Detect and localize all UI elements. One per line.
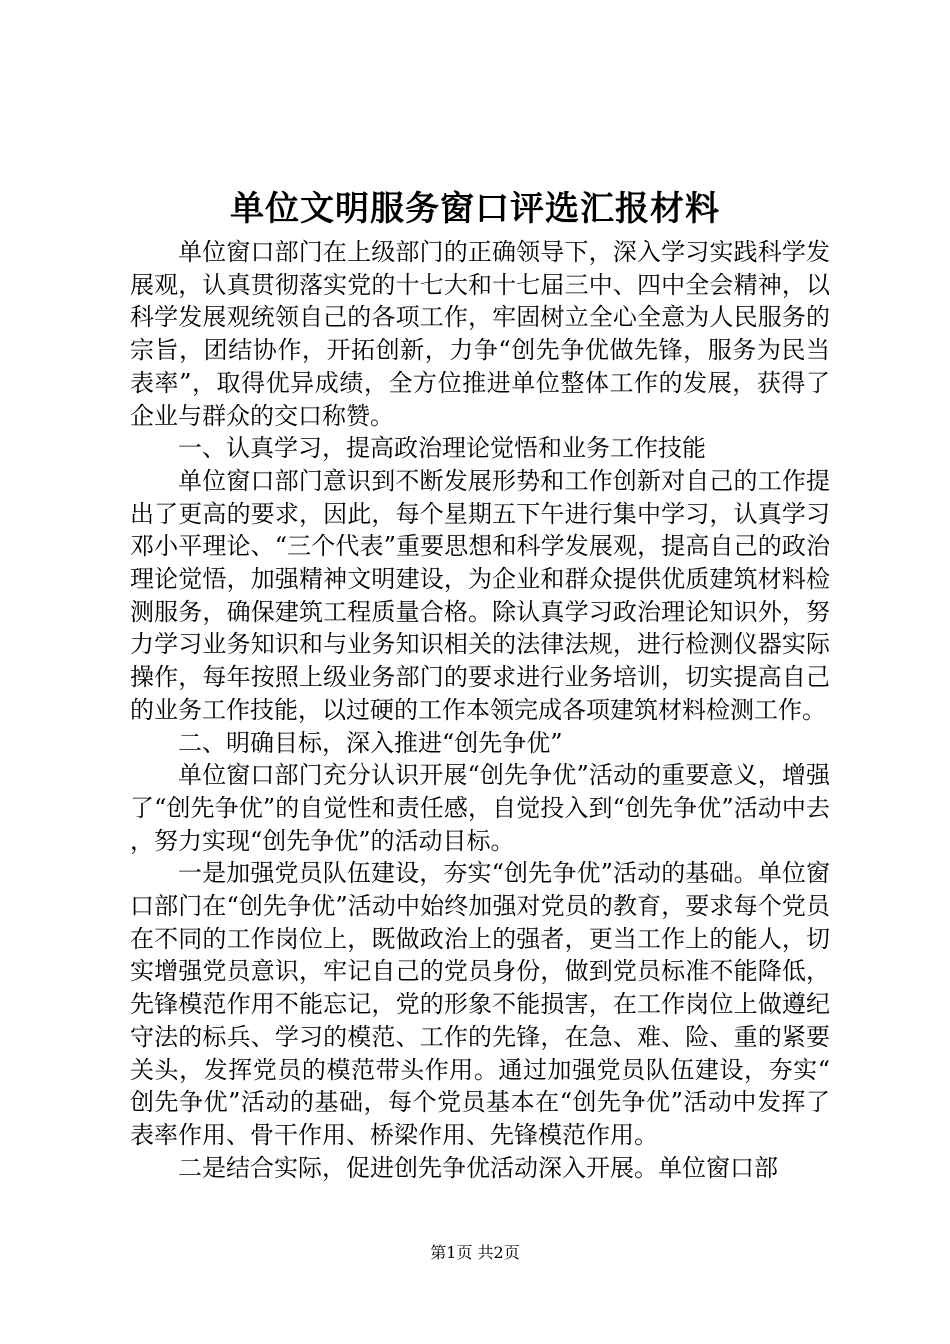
paragraph-intro: 单位窗口部门在上级部门的正确领导下，深入学习实践科学发展观，认真贯彻落实党的十七大和十七届三中、四中全会精神，以科学发展观统领自己的各项工作，牢固树立全心全意为人民服务的宗旨，团结协作，开拓创新，力争“创先争优做先锋，服务为民当表率”，取得优异成绩，全方位推进单位整体工作的发展，获得了企业与群众的交口称赞。 [130, 238, 830, 430]
document-title: 单位文明服务窗口评选汇报材料 [230, 189, 720, 229]
paragraph-goals: 单位窗口部门充分认识开展“创先争优”活动的重要意义，增强了“创先争优”的自觉性和责任感，自觉投入到“创先争优”活动中去，努力实现“创先争优”的活动目标。 [130, 761, 830, 855]
section-heading-2: 二、明确目标，深入推进“创先争优” [178, 728, 563, 757]
paragraph-practice: 二是结合实际，促进创先争优活动深入开展。单位窗口部 [178, 1153, 778, 1182]
section-heading-1: 一、认真学习，提高政治理论觉悟和业务工作技能 [178, 434, 706, 463]
document-body [130, 236, 830, 1184]
page-number: 第1页 共2页 [430, 1243, 520, 1262]
paragraph-study: 单位窗口部门意识到不断发展形势和工作创新对自己的工作提出了更高的要求，因此，每个星期五下午进行集中学习，认真学习邓小平理论、“三个代表”重要思想和科学发展观，提高自己的政治理论觉悟，加强精神文明建设，为企业和群众提供优质建筑材料检测服务，确保建筑工程质量合格。除认真学习政治理论知识外，努力学习业务知识和与业务知识相关的法律法规，进行检测仪器实际操作，每年按照上级业务部门的要求进行业务培训，切实提高自己的业务工作技能，以过硬的工作本领完成各项建筑材料检测工作。 [130, 466, 830, 724]
paragraph-party-building: 一是加强党员队伍建设，夯实“创先争优”活动的基础。单位窗口部门在“创先争优”活动中始终加强对党员的教育，要求每个党员在不同的工作岗位上，既做政治上的强者，更当工作上的能人，切实增强党员意识，牢记自己的党员身份，做到党员标准不能降低，先锋模范作用不能忘记，党的形象不能损害，在工作岗位上做遵纪守法的标兵、学习的模范、工作的先锋，在急、难、险、重的紧要关头，发挥党员的模范带头作用。通过加强党员队伍建设，夯实“创先争优”活动的基础，每个党员基本在“创先争优”活动中发挥了表率作用、骨干作用、桥梁作用、先锋模范作用。 [130, 859, 830, 1149]
